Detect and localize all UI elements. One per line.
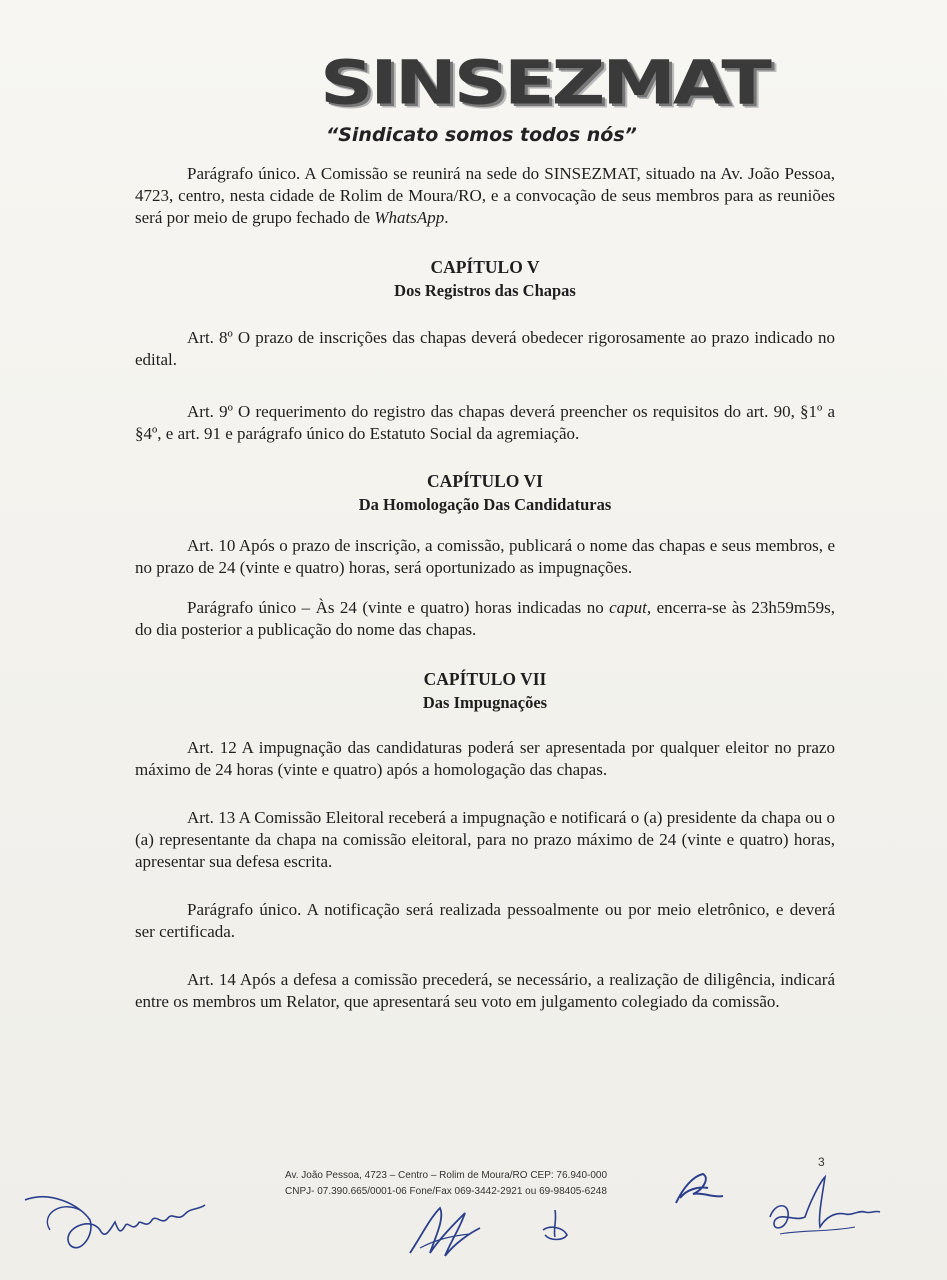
signature-center-1 [400,1198,490,1263]
chapter-6-subtitle: Da Homologação Das Candidaturas [358,495,612,514]
chapter-5-subtitle: Dos Registros das Chapas [394,281,576,300]
page-number: 3 [818,1155,825,1169]
chapter-6-title: CAPÍTULO VI [427,471,543,491]
logo-wordmark: SINSEZMAT [320,47,769,119]
signature-center-2 [535,1205,580,1245]
signature-right-2 [760,1172,885,1247]
article-14: Art. 14 Após a defesa a comissão precederá, se necessário, a realização de diligência, indicará entre os membros um Relator, que apresentará seu voto em julgamento colegiado da comissão. [135,970,835,1011]
footer-address: Av. João Pessoa, 4723 – Centro – Rolim de Moura/RO CEP: 76.940-000 [285,1170,608,1181]
paragrafo-unico-caput: Parágrafo único – Às 24 (vinte e quatro) horas indicadas no caput, encerra-se às 23h59m59s, do dia posterior a publicação do nome das chapas. [135,598,836,639]
signature-left [20,1160,220,1265]
chapter-7-title: CAPÍTULO VII [423,669,547,689]
paragrafo-unico-reuniao: Parágrafo único. A Comissão se reunirá na sede do SINSEZMAT, situado na Av. João Pessoa, 4723, centro, nesta cidade de Rolim de Moura/RO, e a convocação de seus membros para as reuniões será por meio de grupo fechado de WhatsApp. [135,164,835,227]
logo-slogan: “Sindicato somos todos nós” [326,124,637,146]
signature-right-1 [668,1168,733,1213]
document-body [135,163,835,1013]
article-8: Art. 8º O prazo de inscrições das chapas deverá obedecer rigorosamente ao prazo indicado no edital. [135,328,835,369]
article-9: Art. 9º O requerimento do registro das chapas deverá preencher os requisitos do art. 90, §1º a §4º, e art. 91 e parágrafo único do Estatuto Social da agremiação. [135,402,835,443]
footer-address-block [285,1168,665,1200]
article-13: Art. 13 A Comissão Eleitoral receberá a impugnação e notificará o (a) presidente da chapa ou o (a) representante da chapa na comissão eleitoral, para no prazo máximo de 24 (vinte e quatro) horas, apresentar sua defesa escrita. [135,808,835,871]
article-12: Art. 12 A impugnação das candidaturas poderá ser apresentada por qualquer eleitor no prazo máximo de 24 horas (vinte e quatro) após a homologação das chapas. [135,738,835,779]
sinsezmat-logo [290,46,769,156]
chapter-7-subtitle: Das Impugnações [422,693,548,712]
chapter-5-title: CAPÍTULO V [430,257,540,277]
footer-contacts: CNPJ- 07.390.665/0001-06 Fone/Fax 069-3442-2921 ou 69-98405-6248 [285,1186,607,1197]
paragrafo-unico-notificacao: Parágrafo único. A notificação será realizada pessoalmente ou por meio eletrônico, e deverá ser certificada. [135,900,835,941]
article-10: Art. 10 Após o prazo de inscrição, a comissão, publicará o nome das chapas e seus membros, e no prazo de 24 (vinte e quatro) horas, será oportunizado as impugnações. [135,536,835,577]
